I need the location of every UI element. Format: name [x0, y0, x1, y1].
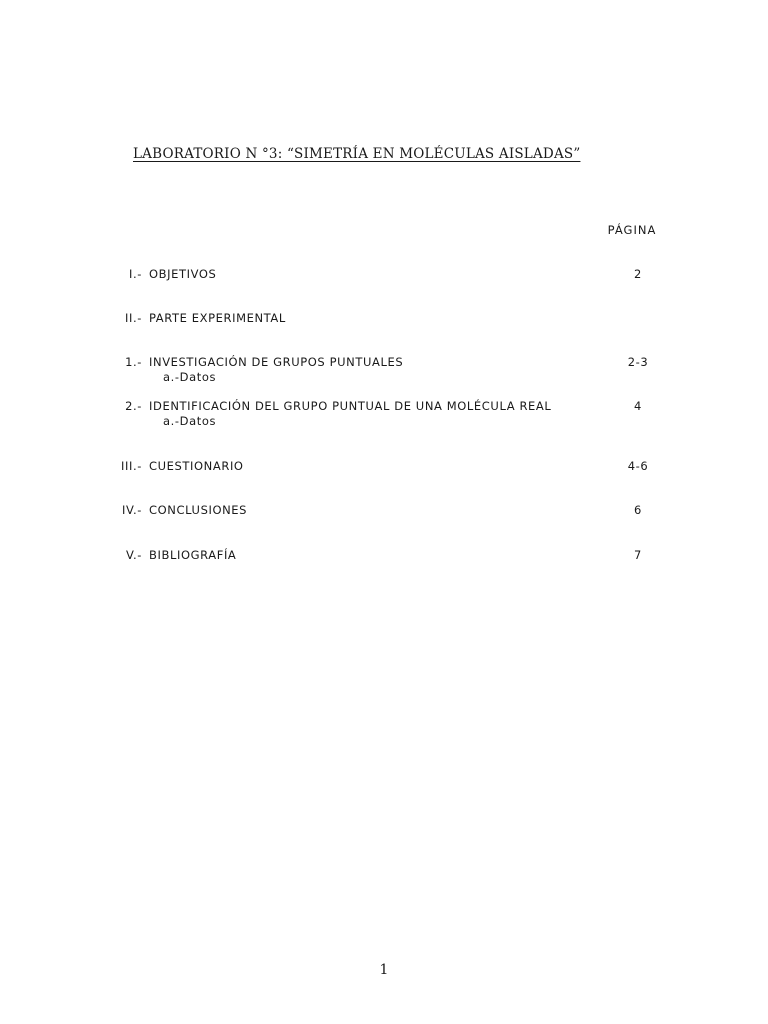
toc-entry-title: CUESTIONARIO — [149, 459, 244, 473]
toc-entry-page: 7 — [634, 548, 642, 562]
toc-entry-number: V.- — [126, 548, 142, 562]
toc-entry-page: 2-3 — [627, 355, 649, 369]
toc-entry-title: PARTE EXPERIMENTAL — [149, 311, 286, 325]
toc-entry-number: 1.- — [125, 355, 142, 369]
toc-entry-title: OBJETIVOS — [149, 267, 217, 281]
toc-entry-subtitle: a.-Datos — [163, 370, 217, 384]
toc-entry-page: 2 — [634, 267, 642, 281]
toc-entry-title: BIBLIOGRAFÍA — [149, 548, 237, 562]
toc-entry-number: III.- — [121, 459, 142, 473]
toc-entry-subtitle: a.-Datos — [163, 414, 217, 428]
toc-entry-page: 4 — [634, 399, 642, 413]
toc-entry-number: I.- — [129, 267, 142, 281]
toc-entry-number: II.- — [125, 311, 142, 325]
page-number: 1 — [379, 962, 389, 978]
toc-entry-number: 2.- — [125, 399, 142, 413]
toc-entry-number: IV.- — [122, 503, 142, 517]
page-column-header: PÁGINA — [607, 223, 657, 237]
toc-entry-page: 4-6 — [627, 459, 649, 473]
document-title: LABORATORIO N °3: “SIMETRÍA EN MOLÉCULAS AISLADAS” — [133, 146, 581, 162]
toc-entry-title: INVESTIGACIÓN DE GRUPOS PUNTUALES — [149, 355, 404, 369]
toc-entry-title: CONCLUSIONES — [149, 503, 248, 517]
toc-entry-page: 6 — [634, 503, 642, 517]
toc-entry-title: IDENTIFICACIÓN DEL GRUPO PUNTUAL DE UNA MOLÉCULA REAL — [149, 399, 552, 413]
